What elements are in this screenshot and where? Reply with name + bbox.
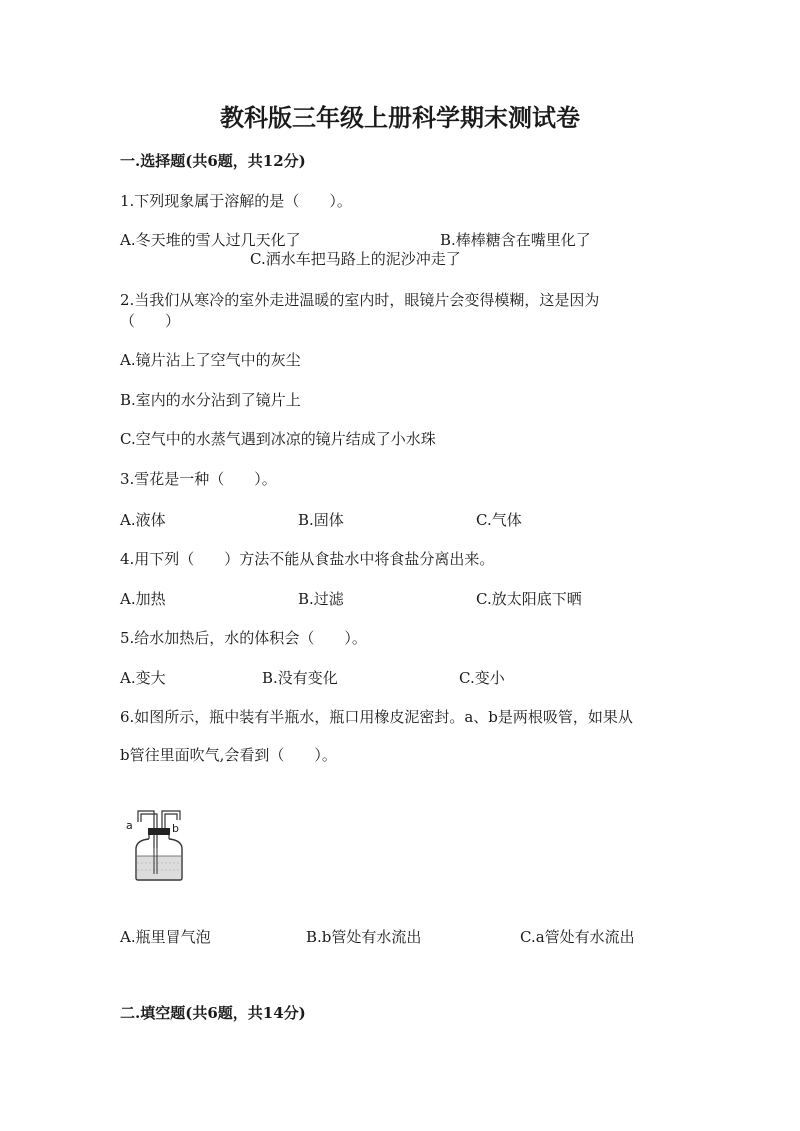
question-3: 3.雪花是一种（ ）。	[120, 470, 277, 488]
q1-option-c: C.洒水车把马路上的泥沙冲走了	[250, 250, 461, 268]
question-6: 6.如图所示，瓶中装有半瓶水，瓶口用橡皮泥密封。a、b是两根吸管，如果从	[120, 708, 633, 726]
section-heading-fill: 二.填空题(共6题，共14分)	[120, 1004, 306, 1022]
q6-option-a: A.瓶里冒气泡	[120, 928, 211, 946]
q2-option-c: C.空气中的水蒸气遇到冰凉的镜片结成了小水珠	[120, 430, 436, 448]
q5-option-b: B.没有变化	[262, 669, 338, 687]
question-4: 4.用下列（ ）方法不能从食盐水中将食盐分离出来。	[120, 550, 495, 568]
question-6-line2: b管往里面吹气,会看到（ ）。	[120, 746, 337, 764]
q6-option-b: B.b管处有水流出	[306, 928, 422, 946]
q5-option-c: C.变小	[459, 669, 505, 687]
q4-option-a: A.加热	[120, 590, 166, 608]
question-1: 1.下列现象属于溶解的是（ ）。	[120, 192, 352, 210]
q4-option-b: B.过滤	[298, 590, 344, 608]
page-title: 教科版三年级上册科学期末测试卷	[220, 103, 580, 132]
q2-option-b: B.室内的水分沾到了镜片上	[120, 391, 301, 409]
tube-label-b: b	[172, 822, 179, 835]
q3-option-c: C.气体	[476, 511, 522, 529]
q4-option-c: C.放太阳底下晒	[476, 590, 582, 608]
question-2: 2.当我们从寒冷的室外走进温暖的室内时，眼镜片会变得模糊，这是因为	[120, 291, 600, 309]
q3-option-b: B.固体	[298, 511, 344, 529]
section-heading-choice: 一.选择题(共6题，共12分)	[120, 152, 306, 170]
q1-option-a: A.冬天堆的雪人过几天化了	[120, 231, 301, 249]
question-5: 5.给水加热后，水的体积会（ ）。	[120, 629, 367, 647]
q2-option-a: A.镜片沾上了空气中的灰尘	[120, 351, 301, 369]
question-2-blank: （ ）	[120, 312, 181, 330]
bottle-figure	[124, 808, 186, 882]
tube-label-a: a	[126, 819, 133, 832]
bottle-diagram	[124, 808, 186, 882]
q1-option-b: B.棒棒糖含在嘴里化了	[440, 231, 591, 249]
q5-option-a: A.变大	[120, 669, 166, 687]
q3-option-a: A.液体	[120, 511, 166, 529]
q6-option-c: C.a管处有水流出	[520, 928, 635, 946]
